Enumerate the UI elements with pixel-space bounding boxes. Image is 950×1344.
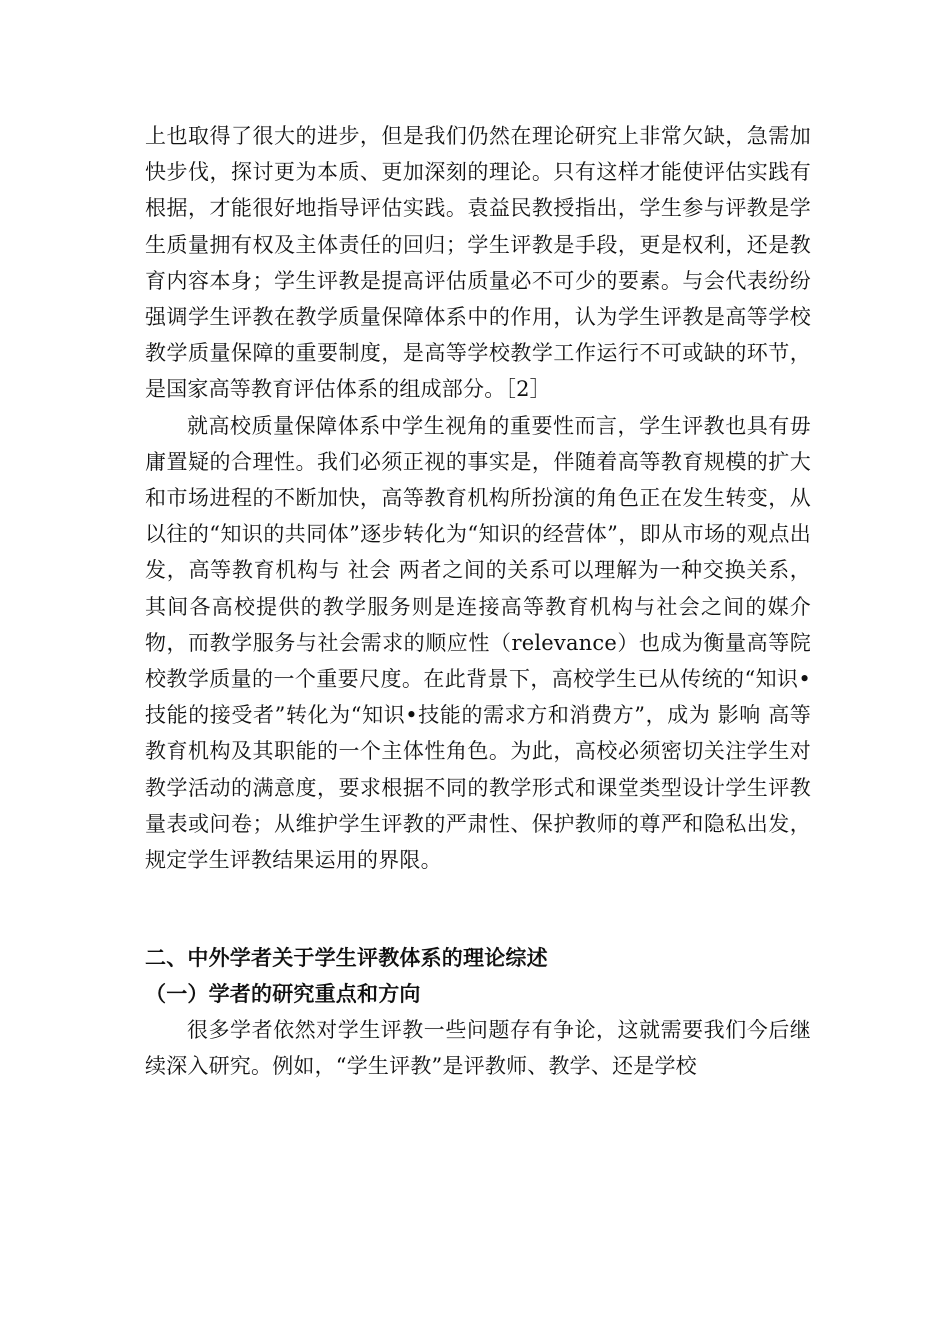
section-heading: 二、中外学者关于学生评教体系的理论综述 <box>145 946 548 971</box>
section-spacer <box>145 878 811 940</box>
paragraph-student-evaluation-rationale: 就高校质量保障体系中学生视角的重要性而言，学生评教也具有毋庸置疑的合理性。我们必须正视的事实是，伴随着高等教育规模的扩大和市场进程的不断加快，高等教育机构所扮演的角色正在发生转变，从以往的“知识的共同体”逐步转化为“知识的经营体”，即从市场的观点出发，高等教育机构与 社会 两者之间的关系可以理解为一种交换关系，其间各高校提供的教学服务则是连接高等教育机构与社会之间的媒介物，而教学服务与社会需求的顺应性（relevance）也成为衡量高等院校教学质量的一个重要尺度。在此背景下，高校学生已从传统的“知识•技能的接受者”转化为“知识•技能的需求方和消费方”，成为 影响 高等教育机构及其职能的一个主体性角色。为此，高校必须密切关注学生对教学活动的满意度，要求根据不同的教学形式和课堂类型设计学生评教量表或问卷；从维护学生评教的严肃性、保护教师的尊严和隐私出发，规定学生评教结果运用的界限。 <box>145 413 811 873</box>
paragraph-closing: 很多学者依然对学生评教一些问题存有争论，这就需要我们今后继续深入研究。例如，“学生评教”是评教师、教学、还是学校 <box>145 1018 811 1079</box>
document-body <box>145 118 811 1085</box>
paragraph-continuation: 上也取得了很大的进步，但是我们仍然在理论研究上非常欠缺，急需加快步伐，探讨更为本质、更加深刻的理论。只有这样才能使评估实践有根据，才能很好地指导评估实践。袁益民教授指出，学生参与评教是学生质量拥有权及主体责任的回归；学生评教是手段，更是权利，还是教育内容本身；学生评教是提高评估质量必不可少的要素。与会代表纷纷强调学生评教在教学质量保障体系中的作用，认为学生评教是高等学校教学质量保障的重要制度，是高等学校教学工作运行不可或缺的环节，是国家高等教育评估体系的组成部分。［2］ <box>145 124 811 402</box>
subsection-heading: （一）学者的研究重点和方向 <box>145 982 421 1007</box>
